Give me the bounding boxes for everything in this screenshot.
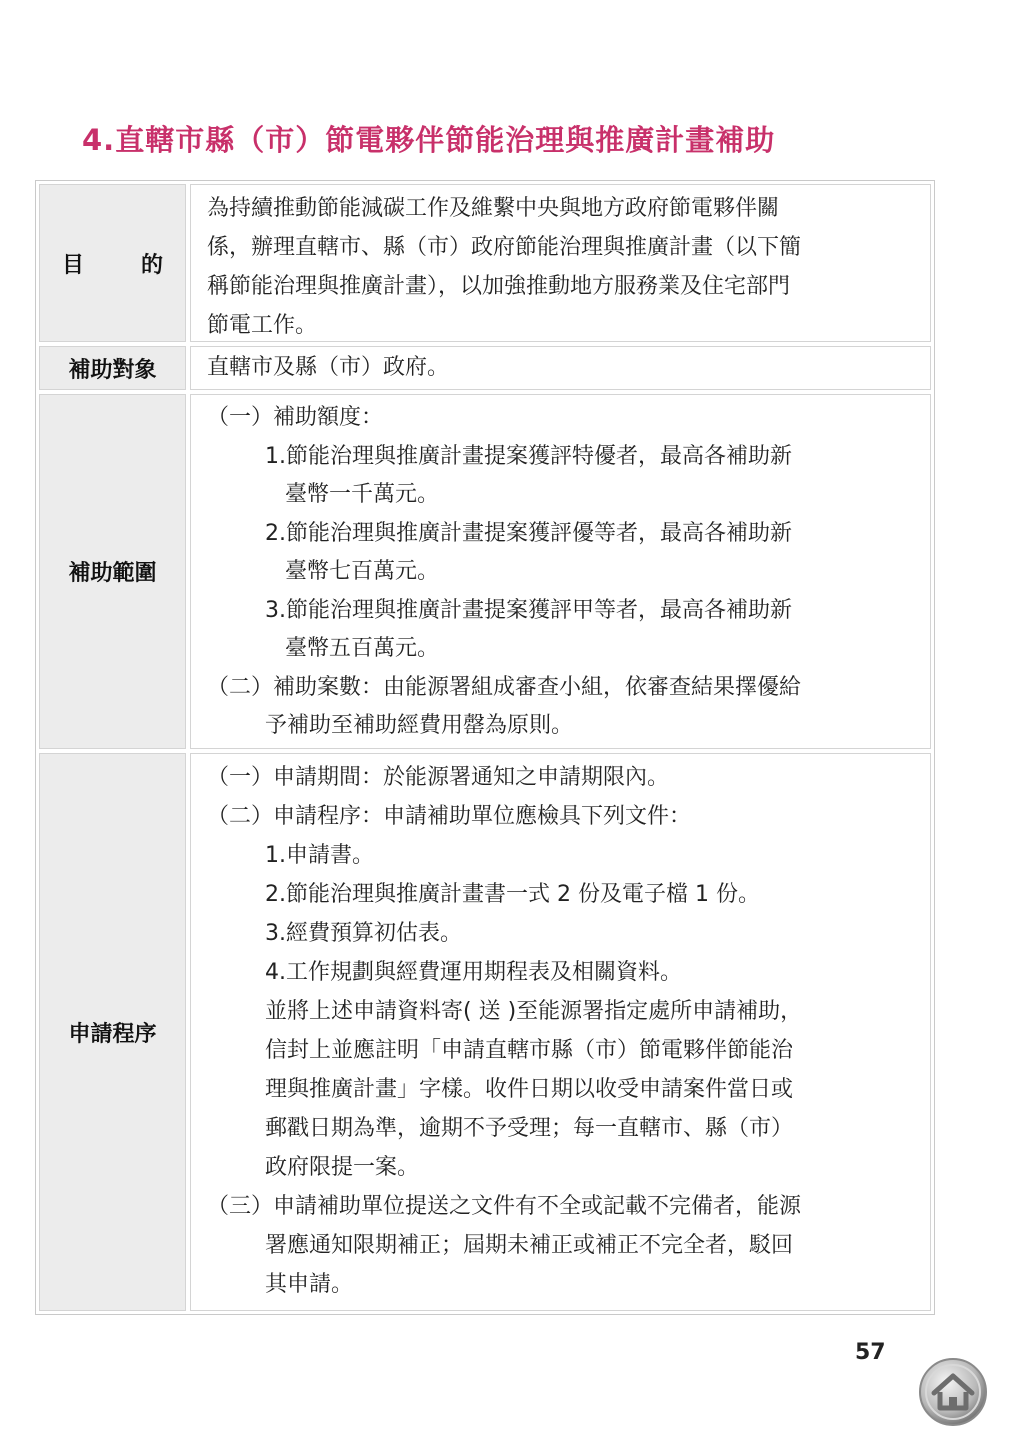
procedure-item-1: 1.申請書。 xyxy=(265,843,374,868)
procedure-item-4: 4.工作規劃與經費運用期程表及相關資料。 xyxy=(265,960,682,985)
scope-item-1-cont: 臺幣一千萬元。 xyxy=(285,482,440,507)
row-scope xyxy=(39,394,931,749)
content-scope xyxy=(190,394,931,749)
procedure-heading-3-cont: 署應通知限期補正；屆期未補正或補正不完全者，駁回 xyxy=(265,1233,794,1258)
scope-heading-1: （一）補助額度： xyxy=(207,405,384,430)
procedure-item-3: 3.經費預算初估表。 xyxy=(265,921,462,946)
procedure-para: 並將上述申請資料寄( 送 )至能源署指定處所申請補助， xyxy=(265,999,803,1024)
label-target: 補助對象 xyxy=(39,346,186,390)
section-title: 4.直轄市縣（市）節電夥伴節能治理與推廣計畫補助 xyxy=(82,123,776,157)
page-number: 57 xyxy=(855,1340,886,1365)
row-procedure xyxy=(39,753,931,1311)
procedure-para: 信封上並應註明「申請直轄市縣（市）節電夥伴節能治 xyxy=(265,1038,794,1063)
procedure-heading-2: （二）申請程序：申請補助單位應檢具下列文件： xyxy=(207,804,692,829)
text-line: 稱節能治理與推廣計畫），以加強推動地方服務業及住宅部門 xyxy=(207,274,791,299)
procedure-heading-1: （一）申請期間：於能源署通知之申請期限內。 xyxy=(207,765,670,790)
scope-item-2-cont: 臺幣七百萬元。 xyxy=(285,559,440,584)
scope-item-3-cont: 臺幣五百萬元。 xyxy=(285,636,440,661)
label-procedure: 申請程序 xyxy=(39,753,186,1311)
procedure-item-2: 2.節能治理與推廣計畫書一式 2 份及電子檔 1 份。 xyxy=(265,882,760,907)
home-icon[interactable] xyxy=(918,1357,988,1427)
text-line: 直轄市及縣（市）政府。 xyxy=(207,355,450,380)
text-line: 為持續推動節能減碳工作及維繫中央與地方政府節電夥伴關 xyxy=(207,196,780,221)
scope-item-3: 3.節能治理與推廣計畫提案獲評甲等者，最高各補助新 xyxy=(265,597,792,623)
label-purpose-b: 的 xyxy=(140,252,163,278)
scope-heading-2: （二）補助案數：由能源署組成審查小組，依審查結果擇優給 xyxy=(207,674,802,700)
scope-item-2: 2.節能治理與推廣計畫提案獲評優等者，最高各補助新 xyxy=(265,520,792,546)
procedure-heading-3: （三）申請補助單位提送之文件有不全或記載不完備者，能源 xyxy=(207,1194,802,1219)
text-line: 節電工作。 xyxy=(207,313,318,338)
row-target xyxy=(39,346,931,390)
subsidy-table xyxy=(35,180,935,1315)
content-target xyxy=(190,346,931,390)
scope-item-1: 1.節能治理與推廣計畫提案獲評特優者，最高各補助新 xyxy=(265,443,792,469)
text-line: 係，辦理直轄市、縣（市）政府節能治理與推廣計畫（以下簡 xyxy=(207,235,802,260)
row-purpose xyxy=(39,184,931,342)
label-purpose-a: 目 xyxy=(62,252,85,278)
scope-heading-2-cont: 予補助至補助經費用罄為原則。 xyxy=(265,713,574,738)
procedure-para: 郵戳日期為準，逾期不予受理；每一直轄市、縣（市） xyxy=(265,1116,794,1141)
content-purpose xyxy=(190,184,931,342)
label-scope: 補助範圍 xyxy=(39,394,186,749)
label-purpose xyxy=(39,184,186,342)
procedure-para: 理與推廣計畫」字樣。收件日期以收受申請案件當日或 xyxy=(265,1077,794,1102)
procedure-heading-3-cont: 其申請。 xyxy=(265,1272,354,1297)
procedure-para: 政府限提一案。 xyxy=(265,1155,420,1180)
content-procedure xyxy=(190,753,931,1311)
